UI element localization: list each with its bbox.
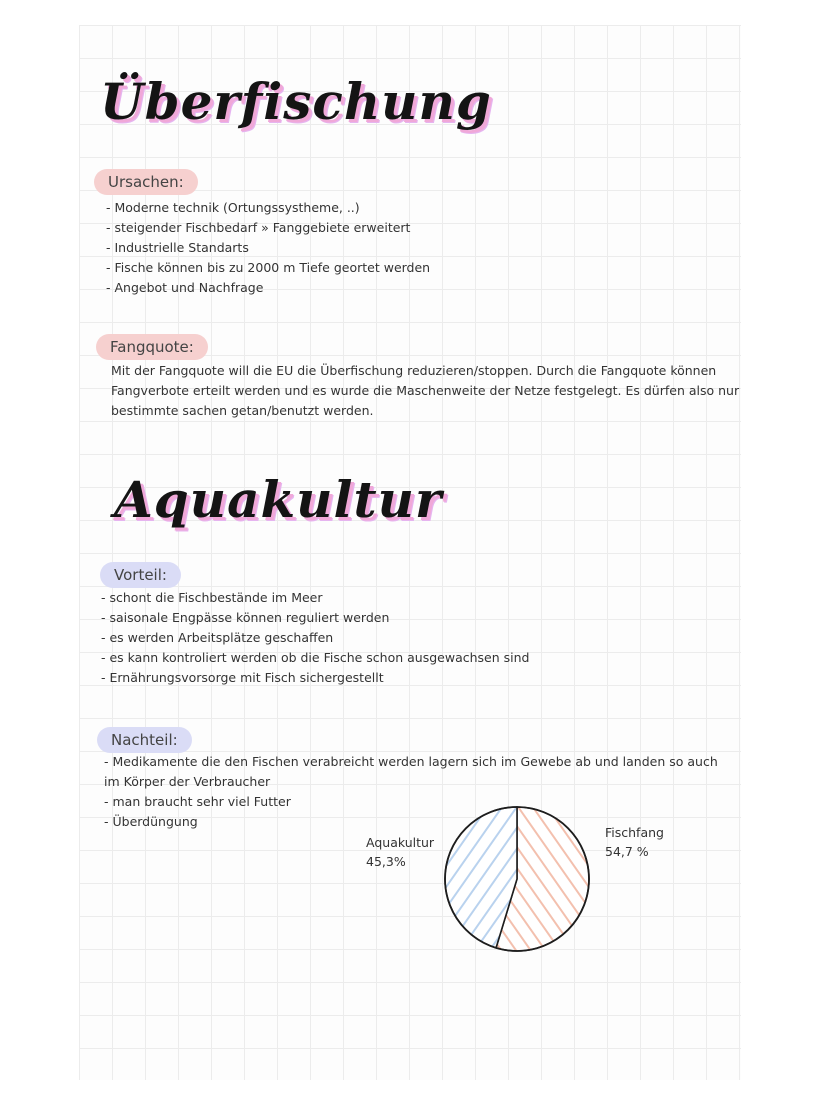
pie-label-value: 54,7 % bbox=[605, 844, 649, 859]
cons-list bbox=[104, 752, 718, 832]
list-item: - man braucht sehr viel Futter bbox=[104, 794, 291, 809]
list-item: - es werden Arbeitsplätze geschaffen bbox=[101, 630, 334, 645]
list-item: - Ernährungsvorsorge mit Fisch sichergestellt bbox=[101, 670, 384, 685]
tag-fangquote: Fangquote: bbox=[96, 334, 208, 360]
list-item: - Fische können bis zu 2000 m Tiefe geortet werden bbox=[106, 260, 431, 275]
pros-list bbox=[101, 588, 529, 688]
list-item: - es kann kontroliert werden ob die Fische schon ausgewachsen sind bbox=[101, 650, 530, 665]
quota-paragraph bbox=[111, 361, 739, 421]
paragraph-line: Fangverbote erteilt werden und es wurde die Maschenweite der Netze festgelegt. Es dürfen also nur bbox=[111, 383, 740, 398]
pie-label-fischfang bbox=[605, 823, 664, 861]
tag-vorteil: Vorteil: bbox=[100, 562, 181, 588]
list-item: - Medikamente die den Fischen verabreicht werden lagern sich im Gewebe ab und landen so auch bbox=[104, 754, 718, 769]
list-item: - saisonale Engpässe können reguliert werden bbox=[101, 610, 390, 625]
pie-label-name: Aquakultur bbox=[366, 835, 435, 850]
tag-ursachen: Ursachen: bbox=[94, 169, 198, 195]
list-item: - Industrielle Standarts bbox=[106, 240, 249, 255]
title-aquakultur: Aquakultur bbox=[114, 470, 443, 529]
causes-list bbox=[106, 198, 430, 298]
title-ueberfischung: Überfischung bbox=[100, 72, 492, 131]
pie-label-value: 45,3% bbox=[366, 854, 406, 869]
paragraph-line: bestimmte sachen getan/benutzt werden. bbox=[111, 403, 374, 418]
list-item: - steigender Fischbedarf » Fanggebiete erweitert bbox=[106, 220, 411, 235]
list-item: - schont die Fischbestände im Meer bbox=[101, 590, 323, 605]
list-item: - Angebot und Nachfrage bbox=[106, 280, 264, 295]
list-item: - Überdüngung bbox=[104, 814, 198, 829]
list-item: im Körper der Verbraucher bbox=[104, 774, 271, 789]
pie-label-aquakultur bbox=[366, 833, 434, 871]
pie-chart bbox=[443, 806, 593, 954]
tag-nachteil: Nachteil: bbox=[97, 727, 192, 753]
paragraph-line: Mit der Fangquote will die EU die Überfischung reduzieren/stoppen. Durch die Fangquote können bbox=[111, 363, 717, 378]
pie-label-name: Fischfang bbox=[605, 825, 664, 840]
list-item: - Moderne technik (Ortungssystheme, ..) bbox=[106, 200, 360, 215]
